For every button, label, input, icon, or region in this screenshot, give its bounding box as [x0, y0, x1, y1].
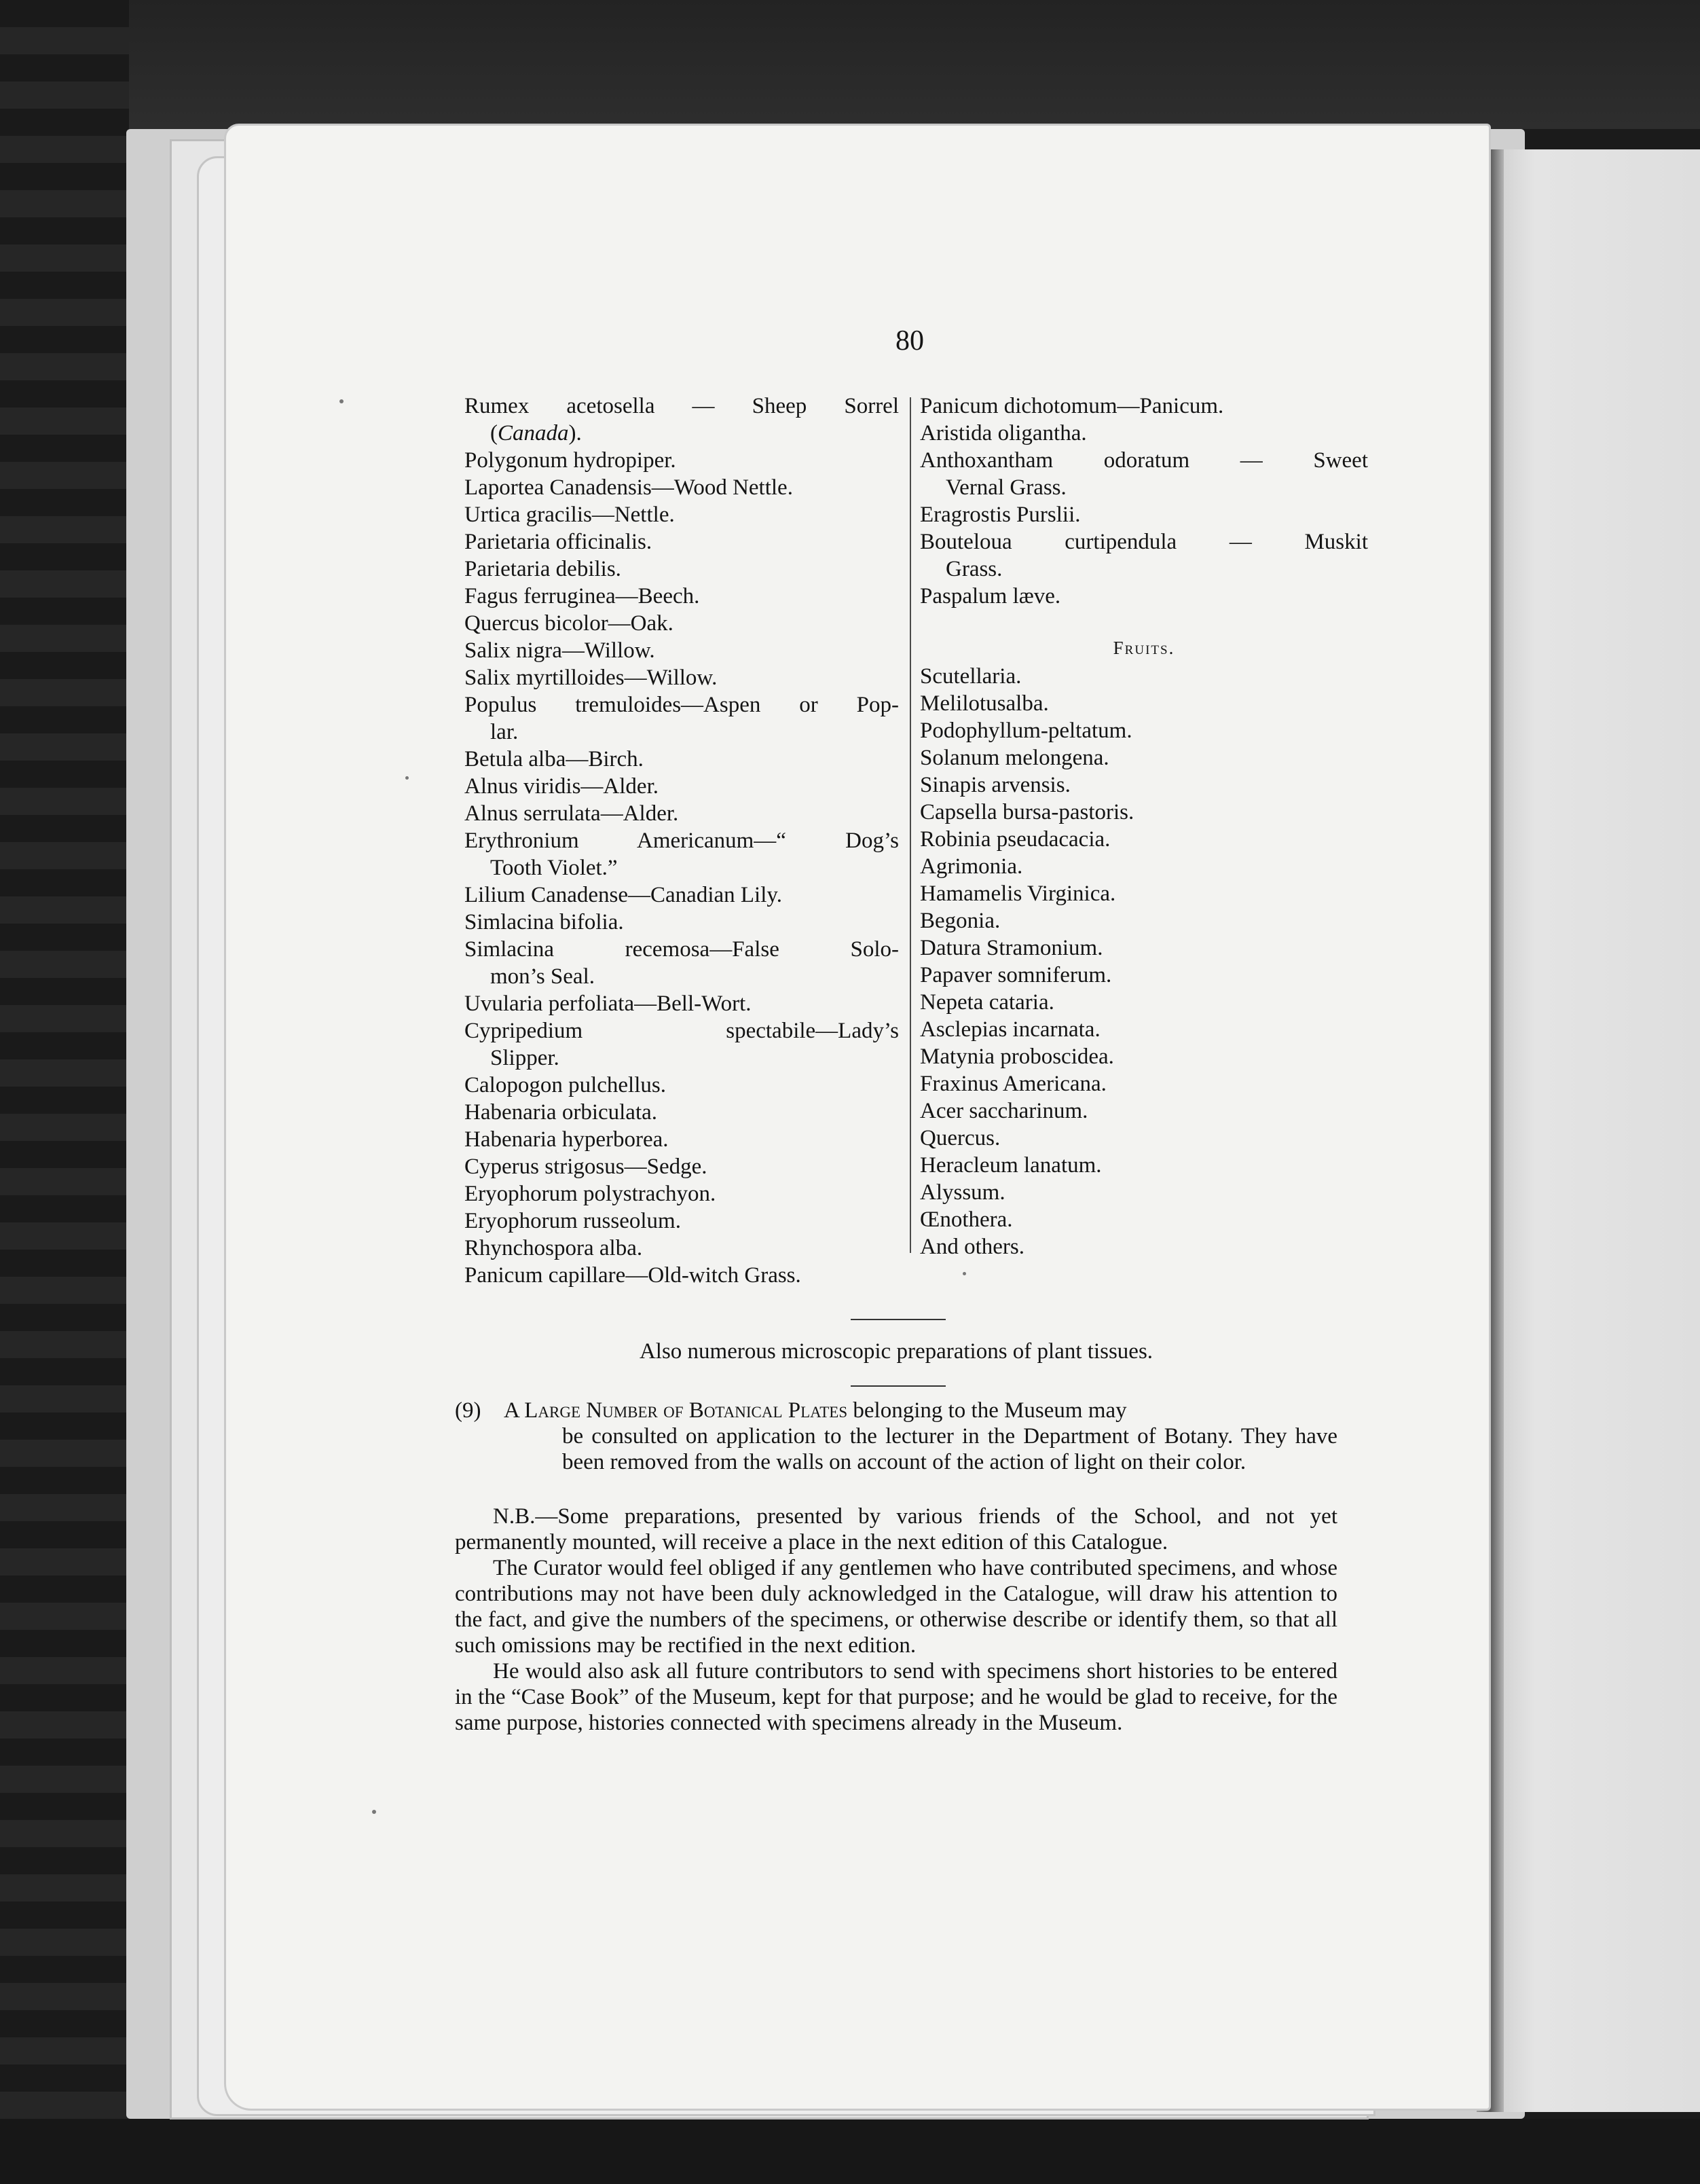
list-item-text: Eragrostis Purslii. [920, 503, 1081, 527]
list-item-text: Alnus serrulata—Alder. [464, 801, 679, 826]
facing-page-edge [1494, 149, 1700, 2112]
microscopic-preparations-line: Also numerous microscopic preparations of plant tissues. [639, 1339, 1153, 1364]
list-item-continuation: Slipper. [490, 1046, 559, 1070]
list-item-text: Laportea Canadensis—Wood Nettle. [464, 475, 793, 500]
list-item-text: Parietaria debilis. [464, 557, 621, 581]
fruit-item: Matynia proboscidea. [920, 1044, 1114, 1069]
list-item-text: Rhynchospora alba. [464, 1236, 643, 1260]
notes-block [455, 1504, 1337, 1736]
fruit-item: Datura Stramonium. [920, 936, 1103, 960]
speck [963, 1272, 966, 1275]
list-item-continuation: Tooth Violet.” [490, 856, 618, 880]
list-item [464, 800, 899, 827]
list-item [464, 1126, 899, 1153]
list-item [920, 393, 1368, 420]
list-item [464, 1262, 899, 1289]
scan-background-bottom [0, 2119, 1700, 2184]
list-item-text: Parietaria officinalis. [464, 530, 652, 554]
list-item-continuation: mon’s Seal. [490, 964, 595, 989]
list-item [920, 420, 1368, 447]
list-item-text: Cypripedium spectabile—Lady’s [464, 1019, 899, 1043]
list-item [464, 909, 899, 936]
list-item [464, 1072, 899, 1099]
list-item-text: Alnus viridis—Alder. [464, 774, 659, 799]
list-item [464, 1153, 899, 1180]
list-item [464, 691, 899, 746]
fruit-item: Quercus. [920, 1126, 1001, 1150]
list-item-text: Habenaria hyperborea. [464, 1127, 669, 1152]
list-item [464, 1180, 899, 1207]
list-item-text: Aristida oligantha. [920, 421, 1087, 445]
item-9-hanging-text: be consulted on application to the lecturer in the Department of Botany. They have been removed from the walls on account of the action of light on their color. [562, 1424, 1337, 1474]
fruit-item: Solanum melongena. [920, 746, 1109, 770]
item-number: (9) [455, 1398, 481, 1423]
list-item [464, 1207, 899, 1235]
divider-rule-top [851, 1319, 946, 1320]
list-item [464, 583, 899, 610]
list-item [464, 393, 899, 447]
list-item-text: Uvularia perfoliata—Bell-Wort. [464, 991, 752, 1016]
speck [405, 776, 409, 780]
list-item [464, 447, 899, 474]
fruits-heading-text: Fruits. [1113, 638, 1175, 658]
fruit-item: Nepeta cataria. [920, 990, 1054, 1015]
list-item [464, 773, 899, 800]
list-item [464, 637, 899, 664]
item-9-lead: A Large Number of Botanical Plates [504, 1398, 848, 1423]
list-item-continuation: lar. [490, 720, 519, 744]
list-item-text: Cyperus strigosus—Sedge. [464, 1154, 707, 1179]
list-item [464, 664, 899, 691]
list-item [920, 528, 1368, 583]
fruit-item: Agrimonia. [920, 854, 1023, 879]
fruits-list [920, 663, 1368, 1260]
list-item [920, 583, 1368, 610]
grasses-list [920, 393, 1368, 610]
list-item-text: Panicum dichotomum—Panicum. [920, 394, 1224, 418]
fruit-item: Robinia pseudacacia. [920, 827, 1111, 852]
list-item [464, 746, 899, 773]
scan-background-top [0, 0, 1700, 129]
item-9-botanical-plates [455, 1398, 1337, 1475]
list-item-text: Eryophorum russeolum. [464, 1209, 681, 1233]
list-item [920, 501, 1368, 528]
speck [372, 1810, 376, 1814]
list-item [464, 556, 899, 583]
list-item-text: Rumex acetosella — Sheep Sorrel [464, 394, 899, 418]
list-item [464, 990, 899, 1017]
divider-rule-bottom [851, 1385, 946, 1387]
note-paragraph: N.B.—Some preparations, presented by various friends of the School, and not yet permanently mounted, will receive a place in the next edition of this Catalogue. [455, 1504, 1337, 1554]
list-item-text: Erythronium Americanum—“ Dog’s [464, 829, 899, 853]
list-item-text: Simlacina recemosa—False Solo- [464, 937, 899, 962]
scan-background-left [0, 0, 129, 2184]
note-paragraph: The Curator would feel obliged if any gentlemen who have contributed specimens, and whose contributions may not have been duly acknowledged in the Catalogue, will draw his attention to the fact, and give the numbers of the specimens, or otherwise describe or identify them, so that all such omissions may be rectified in the next edition. [455, 1556, 1337, 1658]
list-item-continuation: Vernal Grass. [946, 475, 1067, 500]
fruits-heading [920, 634, 1368, 661]
list-item-text: Bouteloua curtipendula — Muskit [920, 530, 1368, 554]
list-item-text: Calopogon pulchellus. [464, 1073, 666, 1097]
list-item-continuation: (Canada). [490, 421, 582, 445]
list-item-text: Salix myrtilloides—Willow. [464, 666, 718, 690]
fruit-item: Fraxinus Americana. [920, 1072, 1107, 1096]
list-item-text: Eryophorum polystrachyon. [464, 1182, 716, 1206]
list-item [464, 1235, 899, 1262]
list-item-text: Salix nigra—Willow. [464, 638, 655, 663]
list-item-continuation: Grass. [946, 557, 1003, 581]
note-paragraph: He would also ask all future contributors to send with specimens short histories to be entered in the “Case Book” of the Museum, kept for that purpose; and he would be glad to receive, for the same purpose, histories connected with specimens already in the Museum. [455, 1659, 1337, 1735]
fruit-item: Podophyllum-peltatum. [920, 718, 1132, 743]
list-item [464, 610, 899, 637]
list-item-text: Paspalum læve. [920, 584, 1061, 608]
list-item [920, 447, 1368, 501]
item-9-first-line-rest: belonging to the Museum may [847, 1398, 1127, 1423]
right-column-list [920, 393, 1368, 1260]
list-item [464, 1017, 899, 1072]
list-item-text: Fagus ferruginea—Beech. [464, 584, 700, 608]
fruit-item: Papaver somniferum. [920, 963, 1112, 987]
list-item-text: Simlacina bifolia. [464, 910, 624, 934]
page-number: 80 [895, 325, 924, 357]
fruit-item: Œnothera. [920, 1207, 1013, 1232]
list-item-text: Quercus bicolor—Oak. [464, 611, 673, 636]
fruit-item: Capsella bursa-pastoris. [920, 800, 1134, 824]
list-item-text: Lilium Canadense—Canadian Lily. [464, 883, 782, 907]
fruit-item: And others. [920, 1235, 1024, 1259]
fruit-item: Acer saccharinum. [920, 1099, 1088, 1123]
fruit-item: Hamamelis Virginica. [920, 881, 1116, 906]
fruit-item: Alyssum. [920, 1180, 1005, 1205]
fruit-item: Heracleum lanatum. [920, 1153, 1102, 1178]
list-item-text: Urtica gracilis—Nettle. [464, 503, 675, 527]
list-item-text: Populus tremuloides—Aspen or Pop- [464, 693, 899, 717]
list-item [464, 528, 899, 556]
fruit-item: Melilotusalba. [920, 691, 1049, 716]
list-item [464, 881, 899, 909]
list-item-text: Anthoxantham odoratum — Sweet [920, 448, 1368, 473]
fruit-item: Scutellaria. [920, 664, 1022, 689]
fruit-item: Sinapis arvensis. [920, 773, 1071, 797]
column-divider [910, 397, 911, 1253]
left-column-list [464, 393, 899, 1289]
speck [339, 399, 344, 403]
list-item [464, 936, 899, 990]
list-item [464, 1099, 899, 1126]
list-item-text: Panicum capillare—Old-witch Grass. [464, 1263, 801, 1288]
list-item [464, 501, 899, 528]
list-item [464, 474, 899, 501]
list-item [464, 827, 899, 881]
item-9-first-line [504, 1398, 1337, 1423]
list-item-text: Polygonum hydropiper. [464, 448, 676, 473]
fruit-item: Begonia. [920, 909, 1001, 933]
list-item-text: Habenaria orbiculata. [464, 1100, 658, 1125]
list-item-text: Betula alba—Birch. [464, 747, 644, 771]
fruit-item: Asclepias incarnata. [920, 1017, 1101, 1042]
